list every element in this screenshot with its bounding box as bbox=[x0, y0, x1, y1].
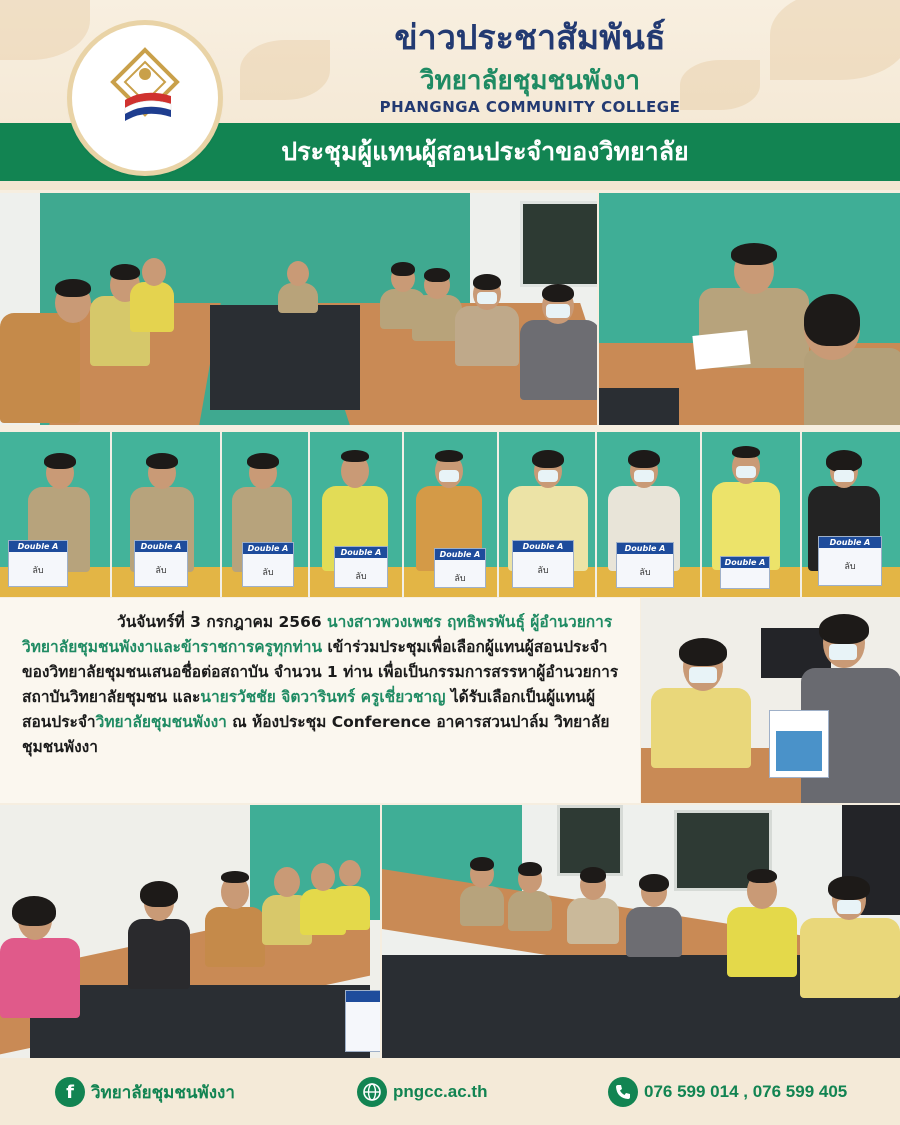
article-paragraph: วันจันทร์ที่ 3 กรกฎาคม 2566 นางสาวพวงเพชร ฤทธิพรพันธุ์ ผู้อำนวยการวิทยาลัยชุมชนพังงาและข้าราชการครูทุกท่าน เข้าร่วมประชุมเพื่อเลือกผู้แทนผู้สอนประจำของวิทยาลัยชุมชนเสนอชื่อต่อสถาบัน จำนวน 1 ท่าน เพื่อเป็นกรรมการสรรหาผู้อำนวยการสถาบันวิทยาลัยชุมชน และนายรวัชชัย จิตวารินทร์ ครูเชี่ยวชาญ ได้รับเลือกเป็นผู้แทนผู้สอนประจำวิทยาลัยชุมชนพังงา ณ ห้องประชุม Conference อาคารสวนปาล์ม วิทยาลัยชุมชนพังงา bbox=[22, 613, 619, 756]
facebook-icon: f bbox=[55, 1077, 85, 1107]
college-logo bbox=[72, 25, 218, 171]
photo-strip-voting bbox=[0, 432, 900, 597]
photo-casting-ballot bbox=[641, 598, 900, 803]
ballot-box: Double A ลับ bbox=[616, 542, 674, 588]
phone-numbers: 076 599 014 , 076 599 405 bbox=[644, 1082, 848, 1101]
ballot-box: Double A ลับ bbox=[818, 536, 882, 586]
globe-icon bbox=[357, 1077, 387, 1107]
college-name-thai: วิทยาลัยชุมชนพังงา bbox=[419, 66, 641, 96]
facebook-contact[interactable] bbox=[55, 1076, 235, 1108]
phone-contact[interactable] bbox=[608, 1076, 847, 1108]
photo-meeting-room-wide bbox=[0, 193, 597, 425]
director-name: นางสาวพวงเพชร ฤทธิพรพันธุ์ ผู้อำนวยการวิทยาลัยชุมชนพังงาและข้าราชการครูทุกท่าน bbox=[22, 613, 613, 656]
header bbox=[0, 0, 900, 190]
college-name-english: PHANGNGA COMMUNITY COLLEGE bbox=[379, 98, 681, 116]
page-title: ข่าวประชาสัมพันธ์ bbox=[394, 18, 666, 58]
phone-icon bbox=[608, 1077, 638, 1107]
facebook-page-name: วิทยาลัยชุมชนพังงา bbox=[91, 1082, 235, 1102]
ballot-box bbox=[769, 710, 829, 778]
college-name-inline: วิทยาลัยชุมชนพังงา bbox=[95, 713, 227, 731]
footer bbox=[0, 1058, 900, 1125]
article-text-panel bbox=[0, 598, 640, 803]
elected-representative-name: นายรวัชชัย จิตวารินทร์ ครูเชี่ยวชาญ bbox=[200, 688, 446, 706]
website-contact[interactable] bbox=[357, 1076, 487, 1108]
ballot-box: Double A ลับ bbox=[134, 540, 188, 587]
ballot-box: Double A ลับ bbox=[512, 540, 574, 588]
headline-text: ประชุมผู้แทนผู้สอนประจำของวิทยาลัย bbox=[281, 137, 689, 166]
ballot-box bbox=[345, 990, 380, 1052]
ballot-box: Double A ลับ bbox=[434, 548, 486, 588]
website-url: pngcc.ac.th bbox=[393, 1082, 488, 1101]
ballot-box: Double A bbox=[720, 556, 770, 589]
ballot-box: Double A ลับ bbox=[8, 540, 68, 587]
photo-meeting-left-table bbox=[0, 805, 380, 1058]
decorative-leaf bbox=[0, 0, 90, 60]
photo-meeting-right-table bbox=[382, 805, 900, 1058]
photo-director-speaking bbox=[599, 193, 900, 425]
ballot-box: Double A ลับ bbox=[334, 546, 388, 588]
institute-logo-icon bbox=[85, 38, 205, 158]
ballot-box: Double A ลับ bbox=[242, 542, 294, 587]
